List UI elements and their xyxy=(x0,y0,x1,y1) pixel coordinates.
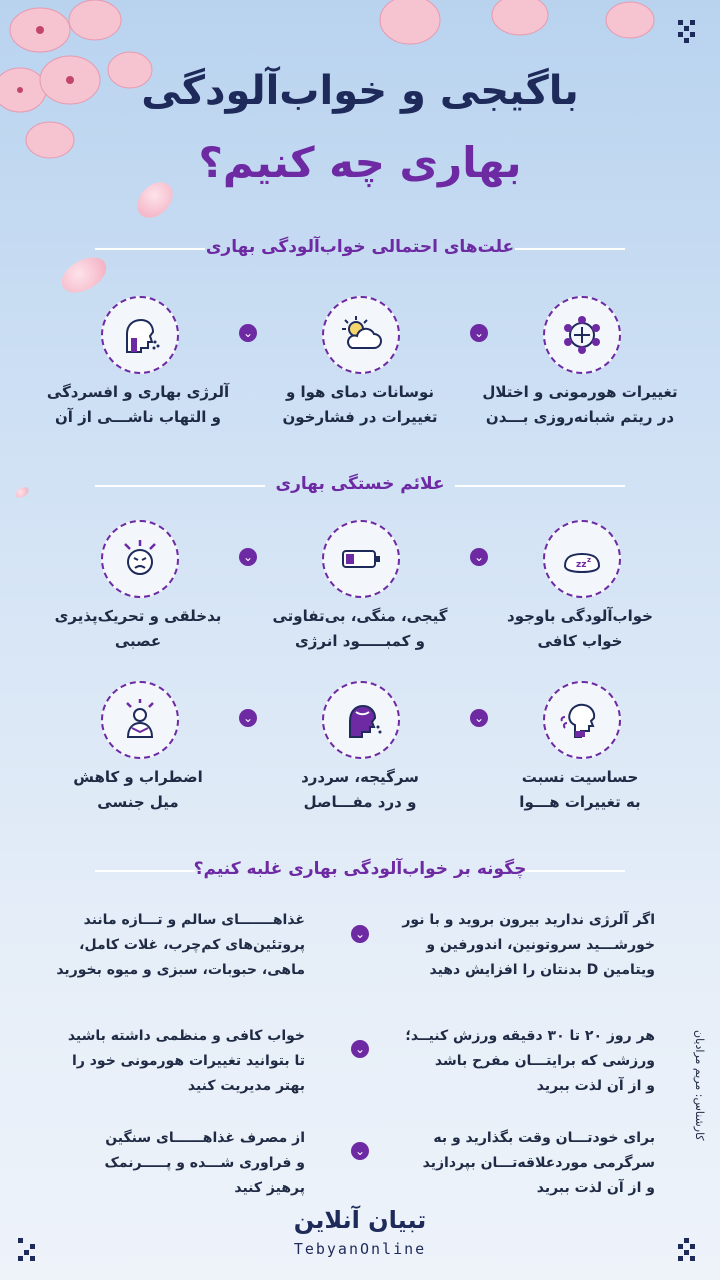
chevron-down-icon: ⌄ xyxy=(239,548,257,566)
symptom-caption: خواب‌آلودگی باوجود خواب کافی xyxy=(507,607,653,650)
page-subtitle: بهاری چه کنیم؟ xyxy=(198,138,522,187)
cause-icon-circle xyxy=(543,296,621,374)
solution-tip: برای خودتـــان وقت بگذارید و به سرگرمی موردعلاقه‌تـــان بپردازید و از آن لذت ببرید xyxy=(422,1130,655,1196)
page-title: باگیجی و خواب‌آلودگی xyxy=(141,68,579,114)
pixel-logo-icon xyxy=(678,20,700,42)
cause-caption: نوسانات دمای هوا و تغییرات در فشارخون xyxy=(282,383,438,426)
chevron-down-icon: ⌄ xyxy=(239,324,257,342)
chevron-down-icon: ⌄ xyxy=(470,709,488,727)
symptom-caption: گیجی، منگی، بی‌تفاوتی و کمبـــــود انرژی xyxy=(272,607,448,650)
sleep-icon xyxy=(559,536,605,582)
allergy-icon xyxy=(117,312,163,358)
svg-text:z: z xyxy=(587,556,592,564)
solution-tip: خواب کافی و منظمی داشته باشید تا بتوانید تغییرات هورمونی خود را بهتر مدیریت کنید xyxy=(67,1028,305,1094)
svg-text:zz: zz xyxy=(576,560,587,570)
chevron-down-icon: ⌄ xyxy=(470,548,488,566)
symptom-icon-circle xyxy=(543,520,621,598)
symptom-icon-circle xyxy=(543,681,621,759)
solution-tip: غذاهـــــــای سالم و تـــازه مانند پروتئین‌های کم‌چرب، غلات کامل، ماهی، حبوبات، سبزی و میوه بخورید xyxy=(56,912,305,978)
angry-face-icon xyxy=(117,536,163,582)
symptom-icon-circle xyxy=(101,520,179,598)
anxiety-icon xyxy=(117,697,163,743)
chevron-down-icon: ⌄ xyxy=(239,709,257,727)
solution-tip: هر روز ۲۰ تا ۳۰ دقیقه ورزش کنیــد؛ ورزشی که برایتـــان مفرح باشد و از آن لذت ببرید xyxy=(405,1028,655,1094)
symptom-caption: بدخلقی و تحریک‌پذیری عصبی xyxy=(54,607,222,650)
cause-icon-circle xyxy=(101,296,179,374)
brand-logo-latin: TebyanOnline xyxy=(293,1240,427,1258)
symptom-icon-circle xyxy=(322,520,400,598)
brand-logo: تبیان آنلاین xyxy=(293,1206,427,1234)
dizzy-face-icon xyxy=(338,697,384,743)
symptom-caption: حساسیت نسبت به تغییرات هـــوا xyxy=(519,768,641,811)
chevron-down-icon: ⌄ xyxy=(351,1142,369,1160)
molecule-icon xyxy=(559,312,605,358)
weather-icon xyxy=(338,312,384,358)
chevron-down-icon: ⌄ xyxy=(351,1040,369,1058)
cherry-blossom-decoration-right xyxy=(370,0,720,70)
symptom-icon-circle xyxy=(322,681,400,759)
chevron-down-icon: ⌄ xyxy=(351,925,369,943)
chevron-down-icon: ⌄ xyxy=(470,324,488,342)
section-header-causes xyxy=(0,233,720,263)
cause-icon-circle xyxy=(322,296,400,374)
breathing-icon xyxy=(559,697,605,743)
section-title: علت‌های احتمالی خواب‌آلودگی بهاری xyxy=(205,237,515,257)
solution-tip: از مصرف غذاهــــــای سنگین و فراوری شـــده و پـــــرنمک پرهیز کنید xyxy=(104,1130,305,1196)
symptom-caption: سرگیجه، سردرد و درد مفـــاصل xyxy=(301,768,419,811)
author-credit: کارشناس: مریم مرادیان xyxy=(693,1030,706,1141)
solution-tip: اگر آلرژی ندارید بیرون بروید و با نور خورشـــید سروتونین، اندورفین و ویتامین D بدنتان را افزایش دهید xyxy=(402,912,655,978)
section-title: چگونه بر خواب‌آلودگی بهاری غلبه کنیم؟ xyxy=(193,859,527,879)
section-header-symptoms xyxy=(0,470,720,500)
section-title: علائم خستگی بهاری xyxy=(275,474,445,494)
low-battery-icon xyxy=(338,536,384,582)
section-header-solutions xyxy=(0,855,720,885)
symptom-caption: اضطراب و کاهش میل جنسی xyxy=(73,768,203,811)
symptom-icon-circle xyxy=(101,681,179,759)
cause-caption: آلرژی بهاری و افسردگی و التهاب ناشـــی از آن xyxy=(46,383,230,426)
cause-caption: تغییرات هورمونی و اختلال در ریتم شبانه‌روزی بـــدن xyxy=(482,383,678,426)
